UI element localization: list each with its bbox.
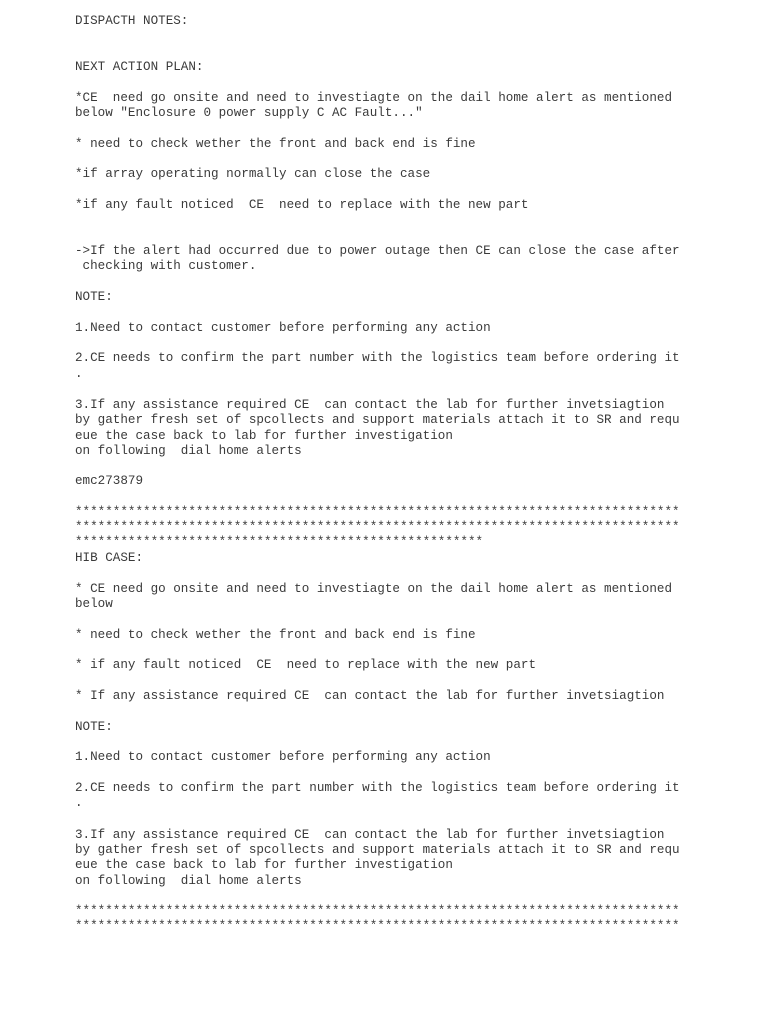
separator-line: ****************************************************** <box>75 535 484 549</box>
note2-item-3-cont-3: on following dial home alerts <box>75 874 302 888</box>
heading-hib-case: HIB CASE: <box>75 551 144 565</box>
heading-note-2: NOTE: <box>75 720 113 734</box>
note2-item-1: 1.Need to contact customer before performing any action <box>75 750 491 764</box>
note-item-2-cont: . <box>75 367 83 381</box>
power-outage-note: ->If the alert had occurred due to power outage then CE can close the case after <box>75 244 680 258</box>
note-item-3-cont-1: by gather fresh set of spcollects and support materials attach it to SR and requ <box>75 413 680 427</box>
note-item-2: 2.CE needs to confirm the part number with the logistics team before ordering it <box>75 351 680 365</box>
action-item-check-front-back: * need to check wether the front and back end is fine <box>75 137 476 151</box>
note-item-3-cont-2: eue the case back to lab for further investigation <box>75 429 453 443</box>
action-item-onsite-cont: below "Enclosure 0 power supply C AC Fault..." <box>75 106 423 120</box>
note-item-1: 1.Need to contact customer before performing any action <box>75 321 491 335</box>
note2-item-3-cont-2: eue the case back to lab for further investigation <box>75 858 453 872</box>
action-item-replace-part: *if any fault noticed CE need to replace with the new part <box>75 198 529 212</box>
separator-line: ******************************************************************************** <box>75 904 680 918</box>
note2-item-3: 3.If any assistance required CE can contact the lab for further invetsiagtion <box>75 828 665 842</box>
heading-dispatch-notes: DISPACTH NOTES: <box>75 14 189 28</box>
dispatch-notes-document <box>75 0 755 933</box>
hib-item-assistance: * If any assistance required CE can contact the lab for further invetsiagtion <box>75 689 665 703</box>
action-item-onsite: *CE need go onsite and need to investiagte on the dail home alert as mentioned <box>75 91 673 105</box>
heading-note: NOTE: <box>75 290 113 304</box>
hib-item-replace-part: * if any fault noticed CE need to replace with the new part <box>75 658 537 672</box>
note-item-3-cont-3: on following dial home alerts <box>75 444 302 458</box>
separator-line: ******************************************************************************** <box>75 520 680 534</box>
power-outage-note-cont: checking with customer. <box>75 259 257 273</box>
reference-id: emc273879 <box>75 474 144 488</box>
heading-next-action-plan: NEXT ACTION PLAN: <box>75 60 204 74</box>
note2-item-2-cont: . <box>75 796 83 810</box>
separator-line: ******************************************************************************** <box>75 919 680 933</box>
hib-item-onsite-cont: below <box>75 597 113 611</box>
action-item-close-case: *if array operating normally can close the case <box>75 167 431 181</box>
hib-item-onsite: * CE need go onsite and need to investiagte on the dail home alert as mentioned <box>75 582 673 596</box>
separator-line: ******************************************************************************** <box>75 505 680 519</box>
note2-item-3-cont-1: by gather fresh set of spcollects and support materials attach it to SR and requ <box>75 843 680 857</box>
note-item-3: 3.If any assistance required CE can contact the lab for further invetsiagtion <box>75 398 665 412</box>
note2-item-2: 2.CE needs to confirm the part number with the logistics team before ordering it <box>75 781 680 795</box>
hib-item-check-front-back: * need to check wether the front and back end is fine <box>75 628 476 642</box>
